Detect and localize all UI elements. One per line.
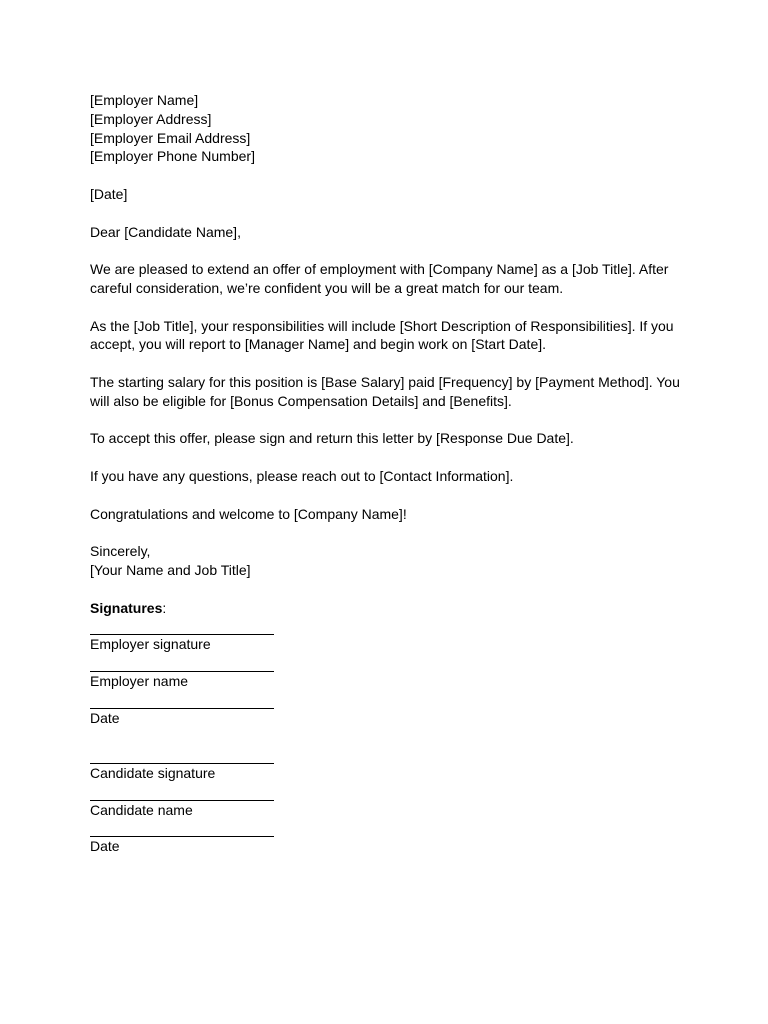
- salutation: Dear [Candidate Name],: [90, 223, 241, 240]
- signatures-heading: [90, 599, 690, 618]
- employer-name: [Employer Name]: [90, 92, 199, 108]
- letter-date: [Date]: [90, 185, 128, 202]
- paragraph-salary: The starting salary for this position is [Base Salary] paid [Frequency] by [Payment Method]. You will also be eligible for [Bonus Compensation Details] and [Benefits].: [90, 373, 680, 409]
- signatures-heading-colon: :: [162, 599, 167, 616]
- signatures-heading-label: Signatures: [90, 599, 163, 616]
- employer-phone: [Employer Phone Number]: [90, 148, 255, 165]
- paragraph-offer: We are pleased to extend an offer of employment with [Company Name] as a [Job Title]. After careful consideration, we’re confident you will be a great match for our team.: [90, 261, 669, 296]
- employer-address: [Employer Address]: [90, 110, 212, 127]
- paragraph-accept: To accept this offer, please sign and return this letter by [Response Due Date].: [90, 430, 574, 447]
- paragraph-questions: If you have any questions, please reach out to [Contact Information].: [90, 467, 514, 484]
- candidate-signature-block: [90, 763, 690, 856]
- employer-date-label: Date: [90, 709, 120, 726]
- valediction: Sincerely,: [90, 543, 151, 560]
- employer-name-label: Employer name: [90, 673, 189, 690]
- employer-block: [90, 91, 690, 166]
- candidate-name-label: Candidate name: [90, 801, 193, 818]
- paragraph-responsibilities: As the [Job Title], your responsibilities will include [Short Description of Responsibilities]. If you accept, you will report to [Manager Name] and begin work on [Start Date].: [90, 317, 674, 353]
- offer-letter: [90, 91, 690, 856]
- employer-email: [Employer Email Address]: [90, 129, 251, 146]
- candidate-signature-label: Candidate signature: [90, 764, 216, 781]
- signer-name-title: [Your Name and Job Title]: [90, 561, 251, 578]
- candidate-date-label: Date: [90, 838, 120, 855]
- paragraph-congratulations: Congratulations and welcome to [Company Name]!: [90, 505, 407, 522]
- employer-signature-block: [90, 634, 690, 727]
- employer-signature-label: Employer signature: [90, 636, 211, 653]
